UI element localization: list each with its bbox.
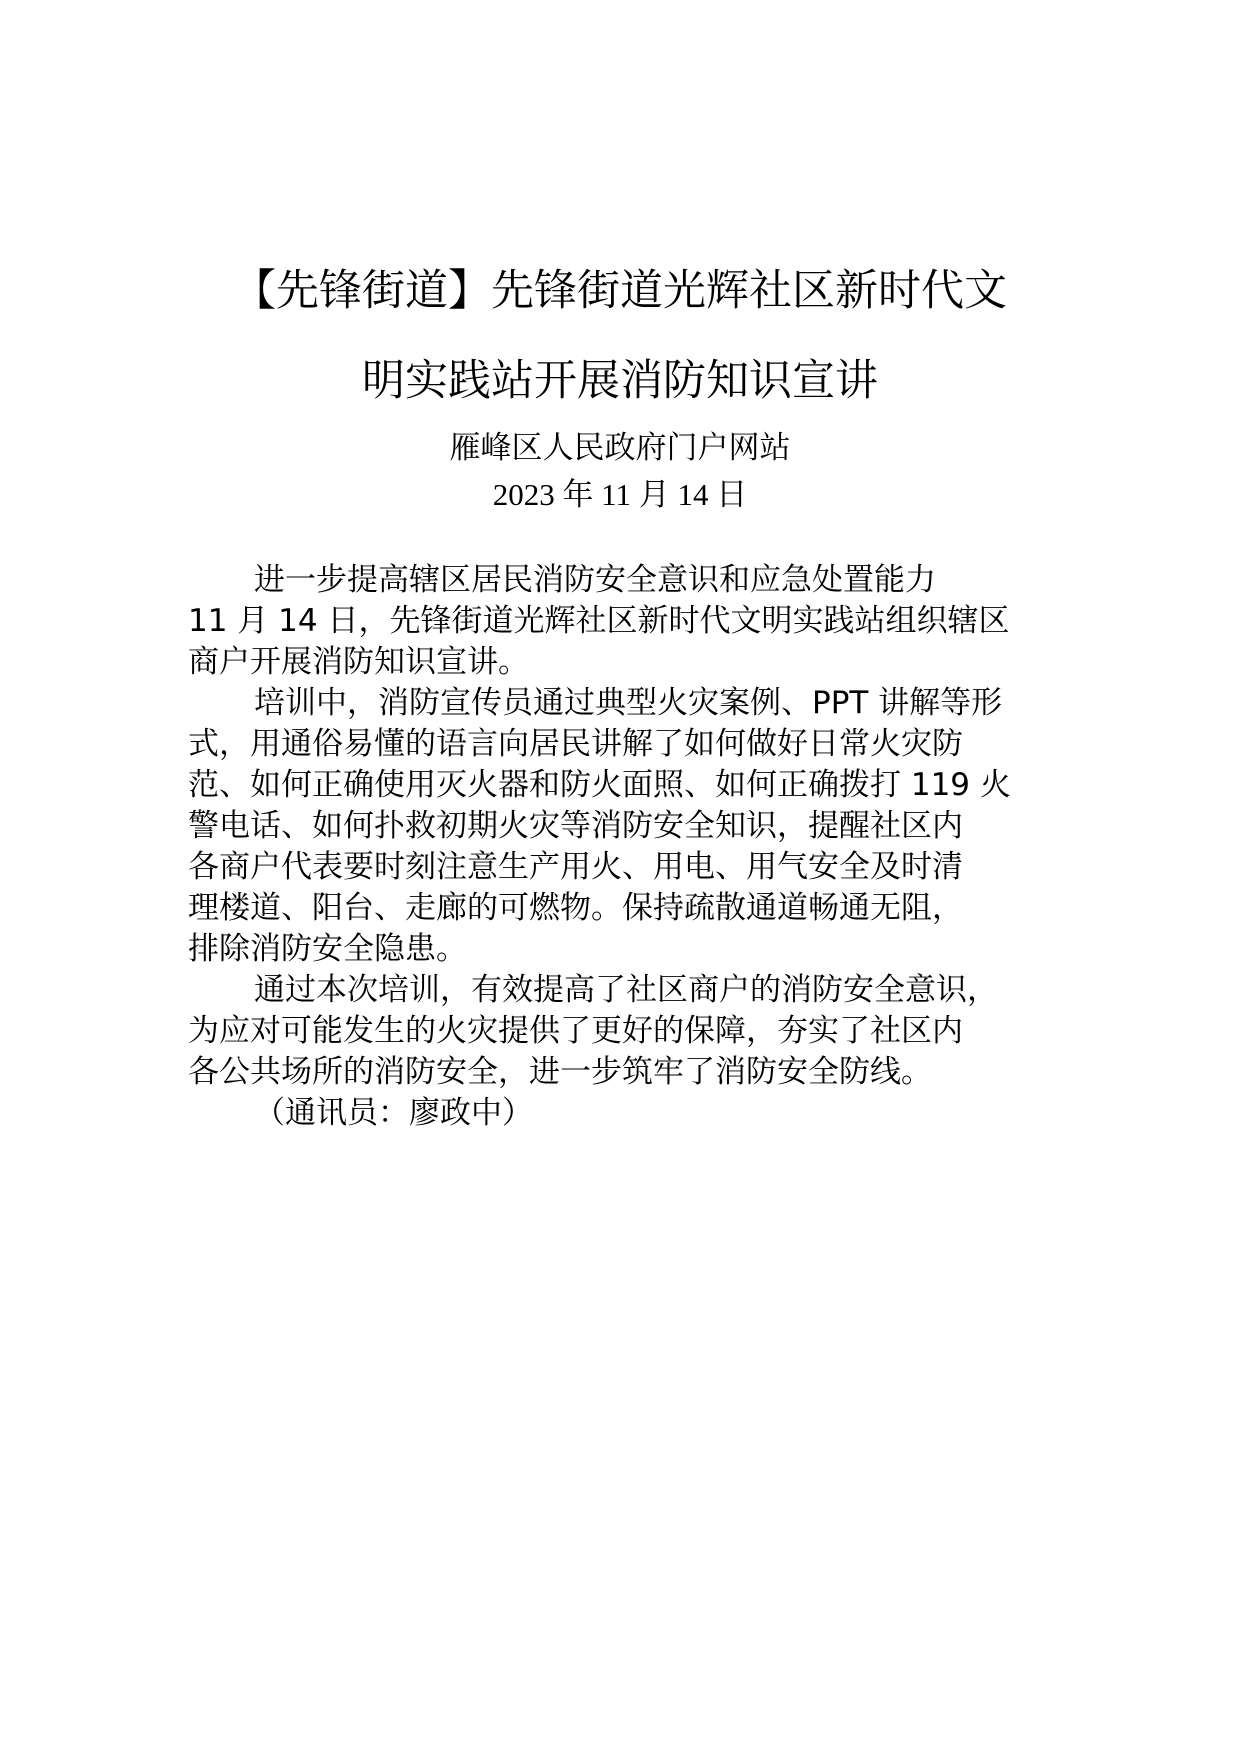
body-line: 11 月 14 日，先锋街道光辉社区新时代文明实践站组织辖区 (188, 603, 1010, 639)
document-title-line-1: 【先锋街道】先锋街道光辉社区新时代文 (233, 266, 1007, 316)
body-line: 各商户代表要时刻注意生产用火、用电、用气安全及时清 (188, 849, 963, 885)
body-line: 商户开展消防知识宣讲。 (188, 644, 529, 680)
reporter-credit: （通讯员：廖政中） (254, 1095, 533, 1131)
document-title-line-2: 明实践站开展消防知识宣讲 (362, 356, 878, 406)
body-line: 排除消防安全隐患。 (188, 931, 467, 967)
body-line: 各公共场所的消防安全，进一步筑牢了消防安全防线。 (188, 1054, 932, 1090)
body-line: 为应对可能发生的火灾提供了更好的保障，夯实了社区内 (188, 1013, 963, 1049)
body-line: 理楼道、阳台、走廊的可燃物。保持疏散通道畅通无阻， (188, 890, 963, 926)
body-line: 范、如何正确使用灭火器和防火面照、如何正确拨打 119 火 (188, 767, 1011, 803)
document-body (188, 560, 1068, 1134)
body-line: 培训中，消防宣传员通过典型火灾案例、PPT 讲解等形 (254, 685, 1003, 721)
body-line: 警电话、如何扑救初期火灾等消防安全知识，提醒社区内 (188, 808, 963, 844)
document-source: 雁峰区人民政府门户网站 (449, 430, 791, 466)
body-line: 通过本次培训，有效提高了社区商户的消防安全意识， (254, 972, 998, 1008)
body-line: 式，用通俗易懂的语言向居民讲解了如何做好日常火灾防 (188, 726, 963, 762)
body-line: 进一步提高辖区居民消防安全意识和应急处置能力 (254, 562, 936, 598)
document-date: 2023 年 11 月 14 日 (492, 477, 748, 512)
